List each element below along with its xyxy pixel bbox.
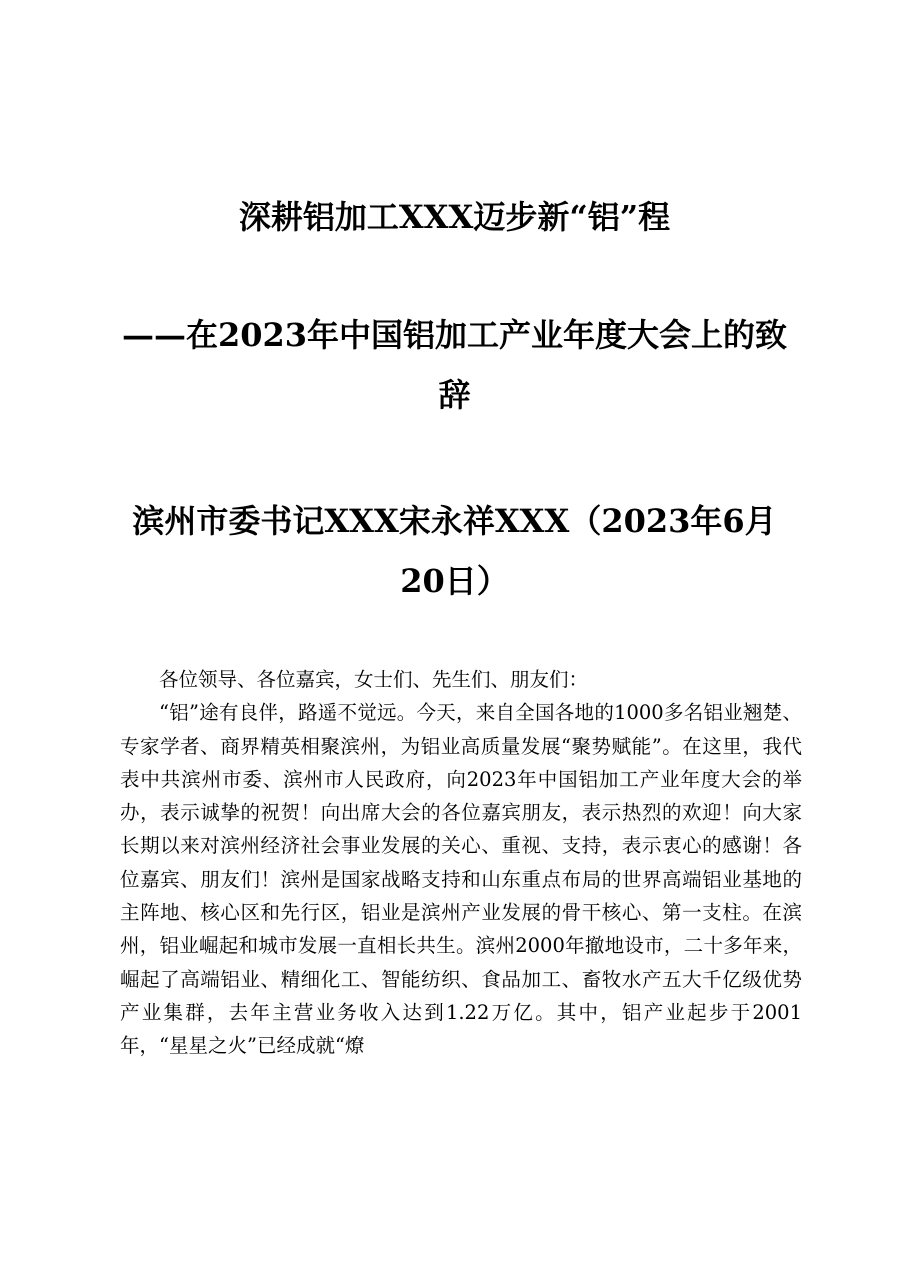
salutation: 各位领导、各位嘉宾，女士们、先生们、朋友们： bbox=[159, 668, 589, 691]
body-paragraph: “铝”途有良伴，路遥不觉远。今天，来自全国各地的1000多名铝业翘楚、专家学者、商界精英相聚滨州，为铝业高质量发展“聚势赋能”。在这里，我代表中共滨州市委、滨州市人民政府，向2023年中国铝加工产业年度大会的举办，表示诚挚的祝贺！向出席大会的各位嘉宾朋友，表示热烈的欢迎！向大家长期以来对滨州经济社会事业发展的关心、重视、支持，表示衷心的感谢！各位嘉宾、朋友们！滨州是国家战略支持和山东重点布局的世界高端铝业基地的主阵地、核心区和先行区，铝业是滨州产业发展的骨干核心、第一支柱。在滨州，铝业崛起和城市发展一直相长共生。滨州2000年撤地设市，二十多年来，崛起了高端铝业、精细化工、智能纺织、食品加工、畜牧水产五大千亿级优势产业集群，去年主营业务收入达到1.22万亿。其中，铝产业起步于2001年，“星星之火”已经成就“燎 bbox=[120, 701, 802, 1058]
document-body bbox=[120, 663, 802, 1063]
document-title: 深耕铝加工XXX迈步新“铝”程 bbox=[238, 198, 671, 236]
document-byline: 滨州市委书记XXX宋永祥XXX（2023年6月20日） bbox=[132, 502, 777, 600]
document-subtitle: ——在2023年中国铝加工产业年度大会上的致辞 bbox=[121, 316, 788, 414]
